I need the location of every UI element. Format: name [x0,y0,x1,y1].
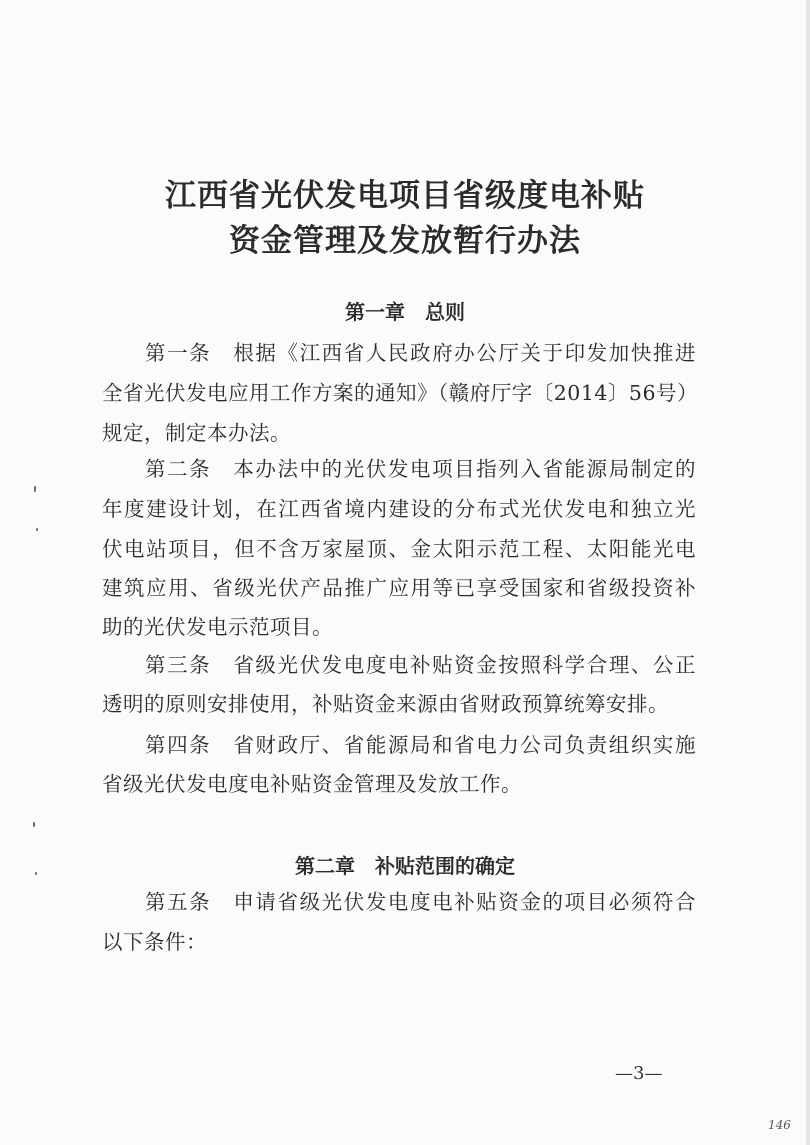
article-2-line-5: 助的光伏发电示范项目。 [102,615,333,639]
document-title-line-1: 江西省光伏发电项目省级度电补贴 [165,178,645,214]
chapter-2-heading: 第二章 补贴范围的确定 [295,854,515,878]
scan-speck [35,872,37,875]
article-1-line-1: 第一条 根据《江西省人民政府办公厅关于印发加快推进 [145,341,696,365]
chapter-1-heading: 第一章 总则 [345,300,465,324]
document-title-line-2: 资金管理及发放暂行办法 [229,223,581,259]
article-5-line-1: 第五条 申请省级光伏发电度电补贴资金的项目必须符合 [145,890,696,914]
page-number: —3— [615,1063,663,1084]
scan-speck [34,486,36,492]
handwritten-page-note: 146 [768,1118,791,1132]
article-2-line-2: 年度建设计划，在江西省境内建设的分布式光伏发电和独立光 [102,497,696,521]
scan-speck [33,822,35,827]
article-1-line-2: 全省光伏发电应用工作方案的通知》（赣府厅字〔2014〕56号） [102,381,699,405]
article-2-line-4: 建筑应用、省级光伏产品推广应用等已享受国家和省级投资补 [102,576,696,600]
scan-speck [36,528,38,531]
article-2-line-1: 第二条 本办法中的光伏发电项目指列入省能源局制定的 [145,457,696,481]
article-2-line-3: 伏电站项目，但不含万家屋顶、金太阳示范工程、太阳能光电 [102,537,696,561]
article-4-line-1: 第四条 省财政厅、省能源局和省电力公司负责组织实施 [145,733,696,757]
article-3-line-1: 第三条 省级光伏发电度电补贴资金按照科学合理、公正 [145,653,696,677]
article-3-line-2: 透明的原则安排使用，补贴资金来源由省财政预算统筹安排。 [102,692,669,716]
article-4-line-2: 省级光伏发电度电补贴资金管理及发放工作。 [102,772,522,796]
article-1-line-3: 规定，制定本办法。 [102,421,291,445]
article-5-line-2: 以下条件： [102,930,207,954]
